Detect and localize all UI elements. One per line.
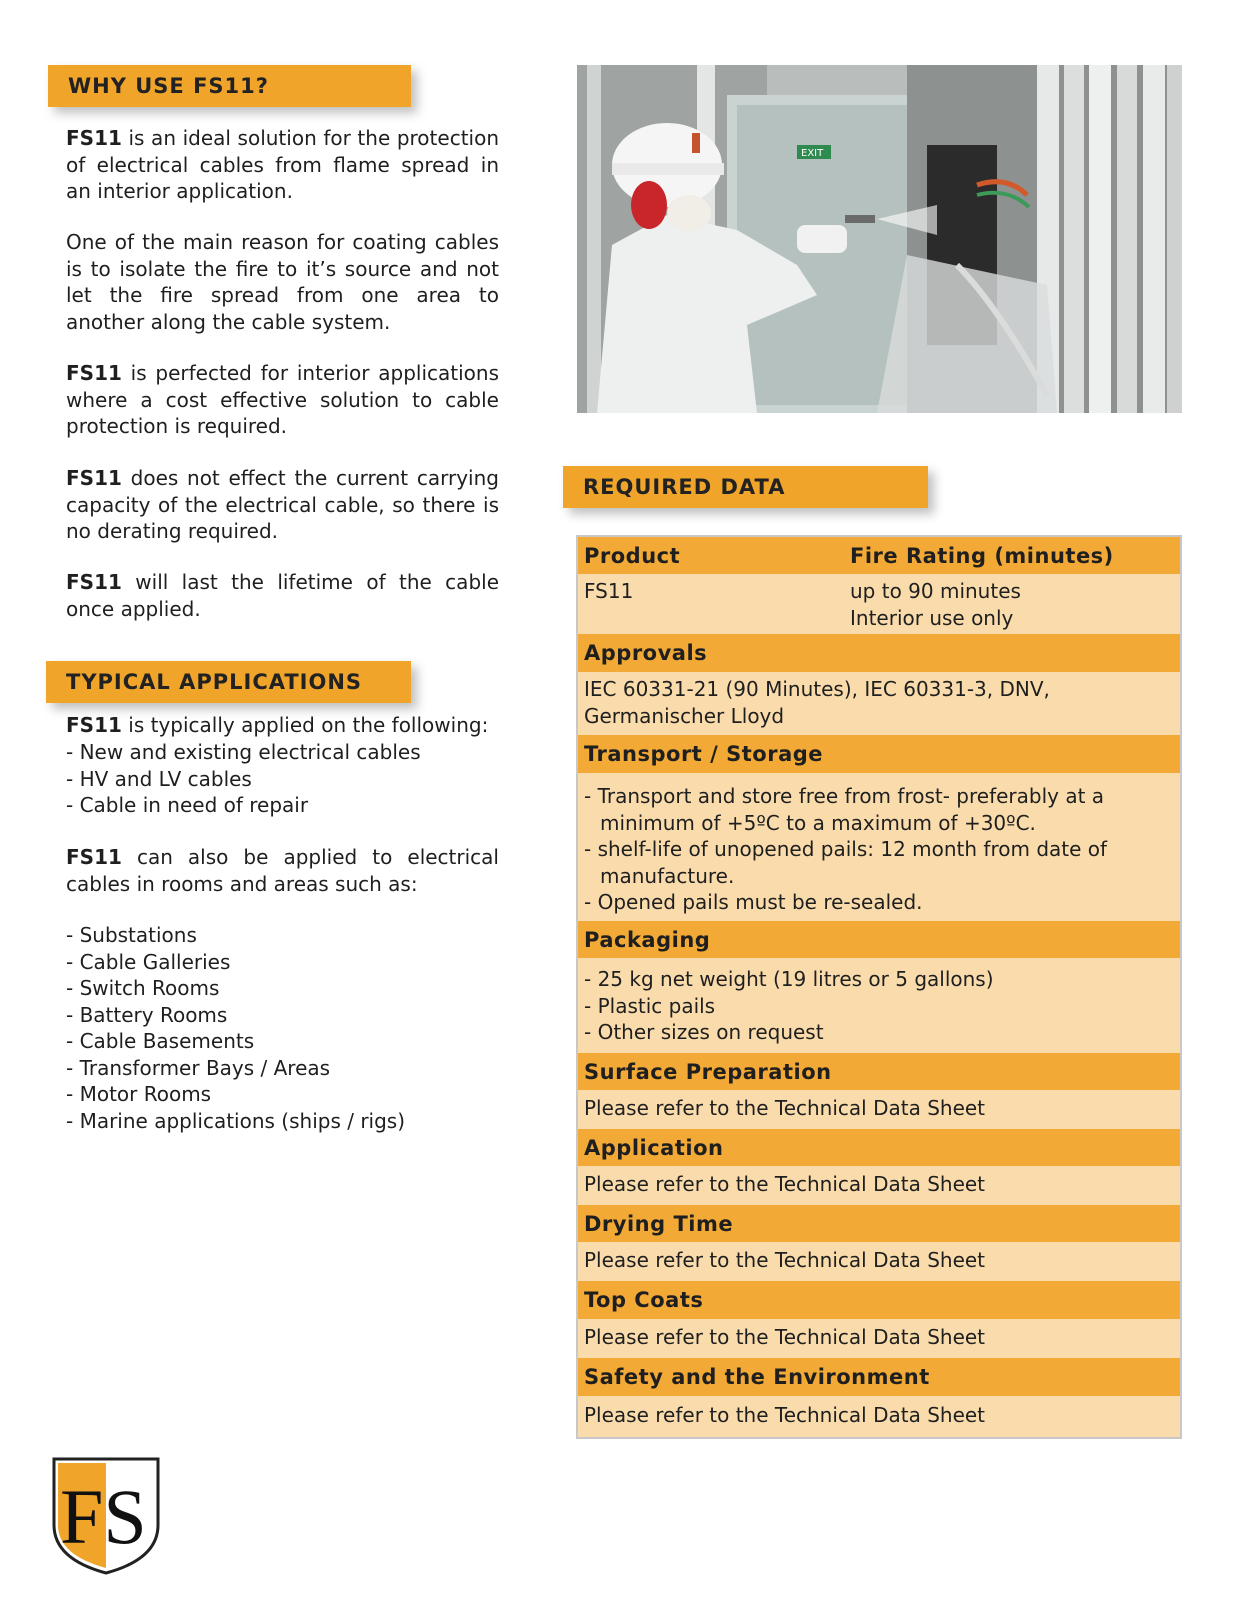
why-paragraph-5: FS11 will last the lifetime of the cable once applied. [66,570,499,621]
why-paragraph-4: FS11 does not effect the current carrying capacity of the electrical cable, so there is no derating required. [66,466,499,543]
fire-rating-header: Fire Rating (minutes) [850,543,1114,568]
required-data-table [576,535,1182,1439]
transport-value [578,773,1180,921]
typical-intro: FS11 is typically applied on the following: [66,713,489,737]
list-item: - Switch Rooms [66,976,220,1000]
typical-areas-intro: FS11 can also be applied to electrical cables in rooms and areas such as: [66,845,499,896]
surface-preparation-header: Surface Preparation [578,1053,1180,1090]
list-item: - Cable Galleries [66,949,231,974]
why-paragraph-3: FS11 is perfected for interior applications where a cost effective solution to cable protection is required. [66,361,499,438]
approvals-value: IEC 60331-21 (90 Minutes), IEC 60331-3, DNV, Germanischer Lloyd [578,672,1180,735]
list-item: - Transformer Bays / Areas [66,1055,331,1080]
product-header-row [578,537,1180,574]
areas-list [66,922,506,1134]
list-item: - Motor Rooms [66,1082,212,1106]
list-item: - shelf-life of unopened pails: 12 month from date of manufacture. [584,837,1108,888]
list-item: - HV and LV cables [66,766,252,791]
product-row [578,574,1180,634]
svg-text:EXIT: EXIT [801,148,824,159]
transport-header: Transport / Storage [578,735,1180,773]
list-item: - New and existing electrical cables [66,740,421,764]
typical-list [66,739,506,819]
application-value: Please refer to the Technical Data Sheet [578,1166,1180,1205]
list-item: - Cable in need of repair [66,793,309,817]
product-value: FS11 [584,579,634,603]
list-item: - Opened pails must be re-sealed. [584,890,923,914]
list-item: - Substations [66,923,197,947]
drying-time-value: Please refer to the Technical Data Sheet [578,1242,1180,1281]
required-data-heading: REQUIRED DATA [563,466,928,508]
list-item: - Battery Rooms [66,1002,228,1027]
product-header: Product [584,543,681,568]
packaging-value [578,958,1180,1053]
top-coats-header: Top Coats [578,1281,1180,1319]
why-use-heading: WHY USE FS11? [48,65,411,107]
worker-spraying-cables-photo [577,65,1182,413]
approvals-header: Approvals [578,634,1180,672]
list-item: - Cable Basements [66,1029,255,1053]
list-item: - 25 kg net weight (19 litres or 5 gallons) [584,967,994,991]
packaging-header: Packaging [578,921,1180,958]
safety-environment-value: Please refer to the Technical Data Sheet [578,1396,1180,1437]
list-item: - Marine applications (ships / rigs) [66,1108,406,1133]
top-coats-value: Please refer to the Technical Data Sheet [578,1319,1180,1358]
list-item: - Transport and store free from frost- preferably at a minimum of +5ºC to a maximum of +30ºC. [584,784,1105,835]
safety-environment-header: Safety and the Environment [578,1358,1180,1396]
typical-applications-heading: TYPICAL APPLICATIONS [46,661,411,703]
fs-shield-logo [50,1455,162,1575]
why-paragraph-1: FS11 is an ideal solution for the protection of electrical cables from flame spread in an interior application. [66,126,499,203]
why-paragraph-2: One of the main reason for coating cables is to isolate the fire to it’s source and not let the fire spread from one area to another along the cable system. [66,230,499,334]
fire-rating-value: up to 90 minutes Interior use only [850,579,1021,630]
list-item: - Plastic pails [584,993,716,1018]
svg-text:FS: FS [60,1473,147,1560]
drying-time-header: Drying Time [578,1205,1180,1242]
list-item: - Other sizes on request [584,1020,824,1044]
application-header: Application [578,1129,1180,1166]
surface-preparation-value: Please refer to the Technical Data Sheet [578,1090,1180,1129]
